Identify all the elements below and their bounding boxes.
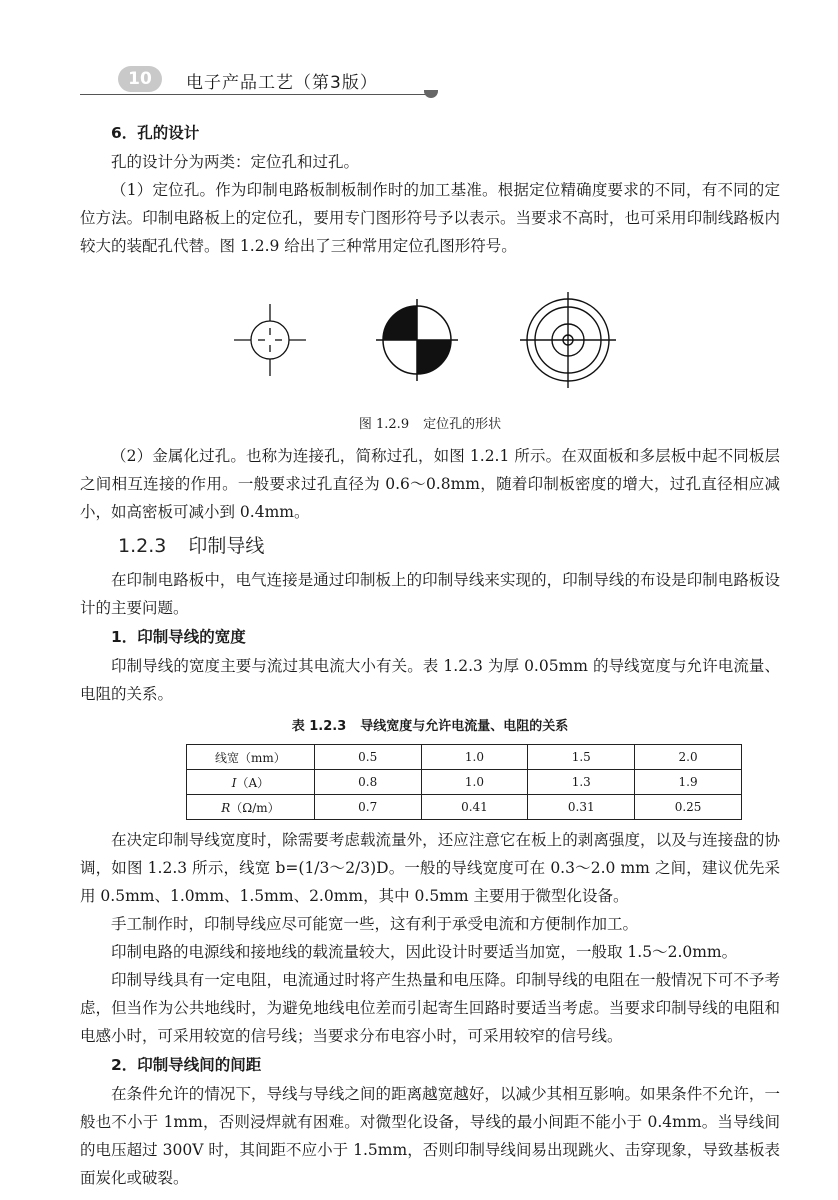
- subsection-heading-trace-spacing: 2．印制导线间的间距: [111, 1056, 262, 1074]
- figure-caption: [80, 414, 780, 436]
- table-cell: 1.0: [421, 770, 528, 795]
- table-cell: 0.7: [314, 795, 421, 820]
- table-cell: 2.0: [635, 745, 742, 770]
- header-rule: [80, 94, 430, 95]
- paragraph: 印制导线的宽度主要与流过其电流大小有关。表 1.2.3 为厚 0.05mm 的导线宽度与允许电流量、电阻的关系。: [80, 657, 780, 703]
- paragraph: 印制电路的电源线和接地线的载流量较大，因此设计时要适当加宽，一般取 1.5～2.0mm。: [111, 943, 738, 961]
- locating-hole-symbol-quadrant: [376, 299, 458, 381]
- row-header-unit: （Ω/m）: [230, 800, 280, 815]
- row-header-variable: R: [221, 800, 231, 815]
- table-row: [187, 770, 742, 795]
- locating-hole-symbols: [80, 274, 780, 414]
- section-number: 1.2.3: [118, 535, 167, 557]
- page-body: [80, 118, 780, 1192]
- page-number: 10: [118, 66, 162, 92]
- table-cell: 0.5: [314, 745, 421, 770]
- table-title: 导线宽度与允许电流量、电阻的关系: [360, 719, 569, 734]
- book-title: 电子产品工艺（第3版）: [186, 73, 378, 93]
- table-cell: 0.25: [635, 795, 742, 820]
- paragraph: 印制导线具有一定电阻，电流通过时将产生热量和电压降。印制导线的电阻在一般情况下可不予考虑，但当作为公共地线时，为避免地线电位差而引起寄生回路时要适当考虑。当要求印制导线的电阻和电感小时，可采用较宽的信号线；当要求分布电容小时，可采用较窄的信号线。: [80, 971, 780, 1045]
- trace-width-table: [186, 744, 742, 820]
- table-cell: 0.41: [421, 795, 528, 820]
- table-cell: 1.9: [635, 770, 742, 795]
- paragraph: 在印制电路板中，电气连接是通过印制板上的印制导线来实现的，印制导线的布设是印制电路板设计的主要问题。: [80, 571, 780, 617]
- row-header-resistance: [187, 795, 315, 820]
- table-cell: 1.3: [528, 770, 635, 795]
- row-header-current: [187, 770, 315, 795]
- paragraph: 在条件允许的情况下，导线与导线之间的距离越宽越好，以减少其相互影响。如果条件不允许，一般也不小于 1mm，否则浸焊就有困难。对微型化设备，导线的最小间距不能小于 0.4mm。当导线间的电压超过 300V 时，其间距不应小于 1.5mm，否则印制导线间易出现跳火、击穿现象，导致基板表面炭化或破裂。: [80, 1085, 780, 1187]
- table-caption: [80, 714, 780, 740]
- paragraph: 孔的设计分为两类：定位孔和过孔。: [111, 153, 360, 171]
- row-header-variable: I: [231, 775, 237, 790]
- table-cell: 1.5: [528, 745, 635, 770]
- table-cell: 0.31: [528, 795, 635, 820]
- header-ornament: [424, 90, 438, 98]
- subsection-heading-trace-width: 1．印制导线的宽度: [111, 628, 246, 646]
- locating-hole-symbol-target: [520, 292, 616, 388]
- paragraph: （2）金属化过孔。也称为连接孔，简称过孔，如图 1.2.1 所示。在双面板和多层板中起不同板层之间相互连接的作用。一般要求过孔直径为 0.6～0.8mm，随着印制板密度的增大，过孔直径相应减小，如高密板可减小到 0.4mm。: [80, 447, 780, 521]
- table-row: [187, 795, 742, 820]
- locating-hole-symbol-simple: [234, 304, 306, 376]
- table-label: 表 1.2.3: [291, 719, 347, 734]
- figure-label: 图 1.2.9: [358, 417, 410, 432]
- paragraph: 在决定印制导线宽度时，除需要考虑载流量外，还应注意它在板上的剥离强度，以及与连接盘的协调，如图 1.2.3 所示，线宽 b=(1/3～2/3)D。一般的导线宽度可在 0.3～2.0 mm 之间，建议优先采用 0.5mm、1.0mm、1.5mm、2.0mm，其中 0.5mm 主要用于微型化设备。: [80, 831, 780, 905]
- paragraph: （1）定位孔。作为印制电路板制板制作时的加工基准。根据定位精确度要求的不同，有不同的定位方法。印制电路板上的定位孔，要用专门图形符号予以表示。当要求不高时，也可采用印制线路板内较大的装配孔代替。图 1.2.9 给出了三种常用定位孔图形符号。: [80, 181, 780, 255]
- table-cell: 1.0: [421, 745, 528, 770]
- row-header-width: 线宽（mm）: [187, 745, 315, 770]
- figure-locating-holes: [80, 274, 780, 414]
- section-title: 印制导线: [188, 535, 265, 557]
- section-heading-hole-design: 6．孔的设计: [111, 124, 200, 142]
- table-row: [187, 745, 742, 770]
- row-header-unit: （A）: [236, 775, 270, 790]
- section-heading-printed-traces: [80, 526, 780, 566]
- page-header: [0, 62, 838, 100]
- figure-title: 定位孔的形状: [423, 417, 502, 432]
- paragraph: 手工制作时，印制导线应尽可能宽一些，这有利于承受电流和方便制作加工。: [111, 915, 639, 933]
- table-cell: 0.8: [314, 770, 421, 795]
